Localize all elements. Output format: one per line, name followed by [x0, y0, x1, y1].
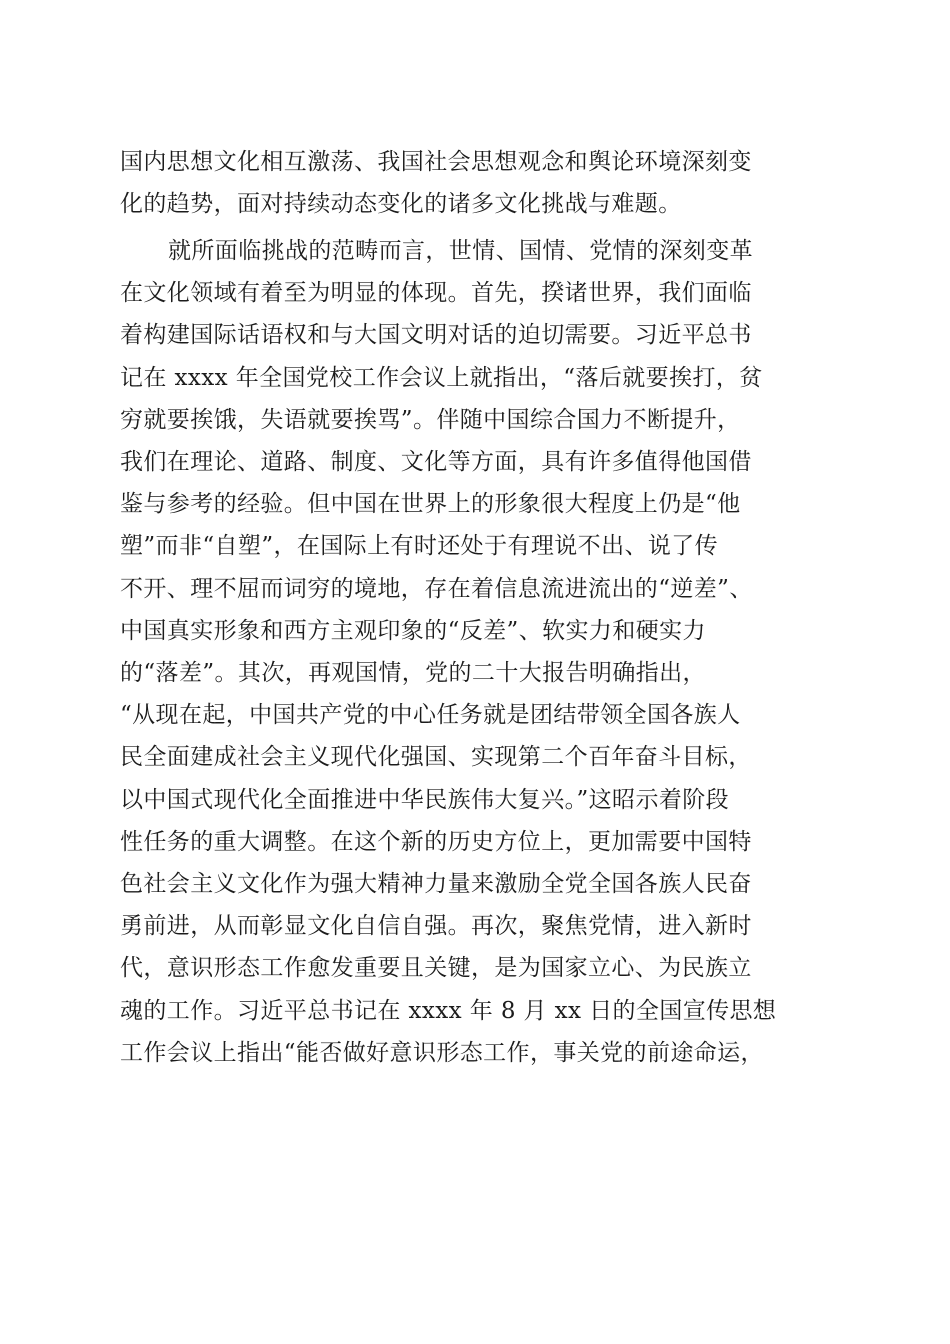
text-line-15: 民全面建成社会主义现代化强国、实现第二个百年奋斗目标，: [120, 744, 752, 770]
text-line-5: 着构建国际话语权和与大国文明对话的迫切需要。习近平总书: [120, 322, 752, 348]
text-line-19: 勇前进，从而彰显文化自信自强。再次，聚焦党情，进入新时: [120, 913, 752, 939]
text-line-21: 魂的工作。习近平总书记在 xxxx 年 8 月 xx 日的全国宣传思想: [120, 998, 777, 1024]
text-line-18: 色社会主义文化作为强大精神力量来激励全党全国各族人民奋: [120, 871, 752, 897]
text-line-14: “从现在起，中国共产党的中心任务就是团结带领全国各族人: [120, 702, 741, 728]
text-line-3: 就所面临挑战的范畴而言，世情、国情、党情的深刻变革: [168, 238, 753, 264]
text-line-13: 的“落差”。其次，再观国情，党的二十大报告明确指出，: [120, 660, 706, 686]
text-line-12: 中国真实形象和西方主观印象的“反差”、软实力和硬实力: [120, 618, 706, 644]
text-line-9: 鉴与参考的经验。但中国在世界上的形象很大程度上仍是“他: [120, 491, 741, 517]
text-line-17: 性任务的重大调整。在这个新的历史方位上，更加需要中国特: [120, 829, 752, 855]
text-line-7: 穷就要挨饿，失语就要挨骂”。伴随中国综合国力不断提升，: [120, 407, 741, 433]
text-line-20: 代，意识形态工作愈发重要且关键，是为国家立心、为民族立: [120, 955, 752, 981]
text-line-6: 记在 xxxx 年全国党校工作会议上就指出，“落后就要挨打，贫: [120, 365, 763, 391]
text-line-10: 塑”而非“自塑”，在国际上有时还处于有理说不出、说了传: [120, 533, 719, 559]
text-line-16: 以中国式现代化全面推进中华民族伟大复兴。”这昭示着阶段: [120, 787, 730, 813]
text-line-1: 国内思想文化相互激荡、我国社会思想观念和舆论环境深刻变: [120, 149, 752, 175]
text-line-22: 工作会议上指出“能否做好意识形态工作，事关党的前途命运，: [120, 1040, 764, 1066]
text-line-11: 不开、理不屈而词穷的境地，存在着信息流进流出的“逆差”、: [120, 576, 753, 602]
text-line-4: 在文化领域有着至为明显的体现。首先，揆诸世界，我们面临: [120, 280, 752, 306]
text-line-2: 化的趋势，面对持续动态变化的诸多文化挑战与难题。: [120, 191, 682, 217]
text-line-8: 我们在理论、道路、制度、文化等方面，具有许多值得他国借: [120, 449, 752, 475]
